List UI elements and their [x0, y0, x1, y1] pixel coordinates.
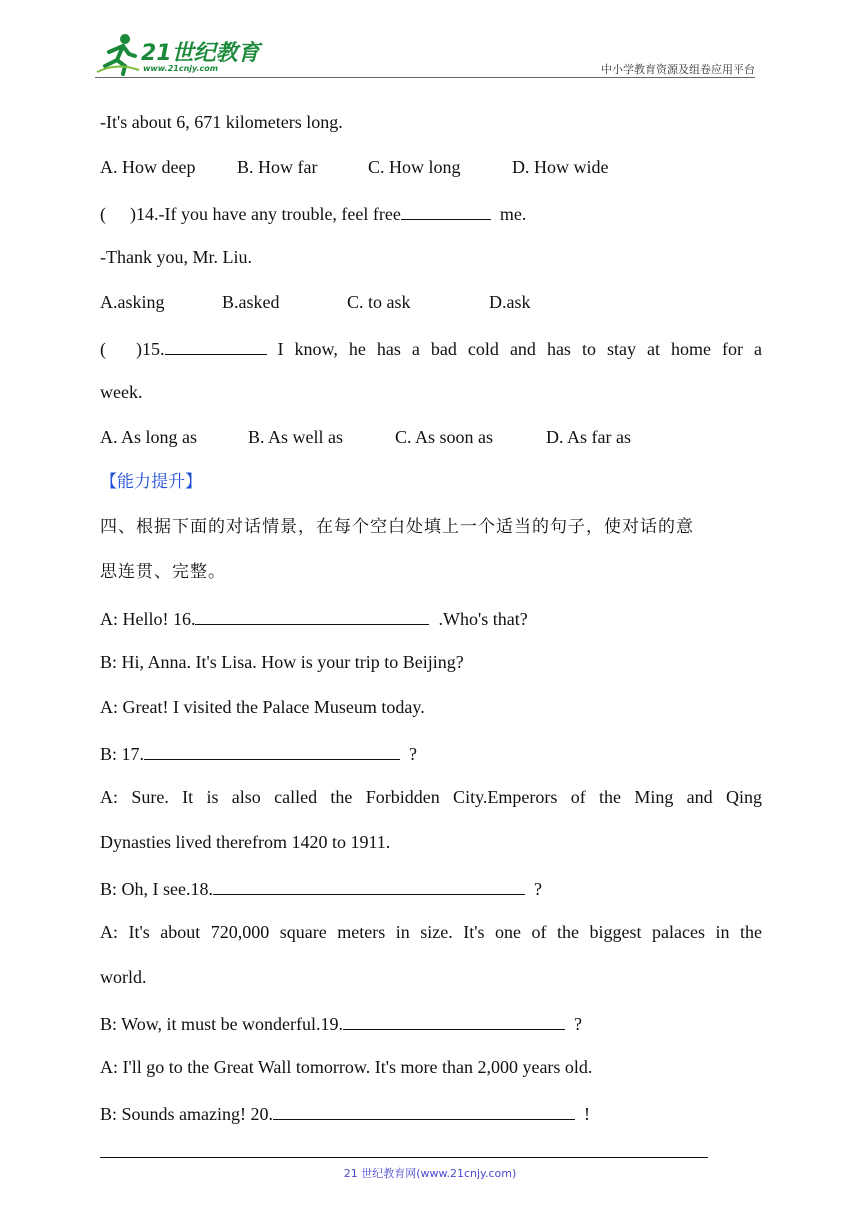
q15-stem	[100, 336, 762, 360]
q13-option-a[interactable]: A. How deep	[100, 157, 196, 177]
q13-option-d[interactable]: D. How wide	[512, 157, 609, 177]
header-platform-text: 中小学教育资源及组卷应用平台	[601, 63, 755, 76]
q15-option-d[interactable]: D. As far as	[546, 427, 631, 447]
blank-18[interactable]	[213, 876, 525, 895]
dialogue-line-20	[100, 1101, 590, 1125]
dialogue-19-prefix: B: Wow, it must be wonderful.19.	[100, 1014, 344, 1034]
dialogue-line-19	[100, 1011, 582, 1035]
blank-17[interactable]	[144, 741, 400, 760]
q15-continuation: week.	[100, 382, 143, 402]
q15-after-blank: I know, he has a bad cold and has to stay at home for a	[277, 339, 763, 359]
dialogue-line-a1: A: Great! I visited the Palace Museum today.	[100, 697, 425, 717]
q15-bracket-open: (	[100, 339, 106, 359]
q14-stem	[100, 201, 526, 225]
dialogue-17-suffix: ?	[409, 744, 418, 764]
dialogue-line-a2-1: A: Sure. It is also called the Forbidden City.Emperors of the Ming and Qing	[100, 787, 762, 807]
q15-blank[interactable]	[165, 336, 267, 355]
footer-link[interactable]: 21 世纪教育网(www.21cnjy.com)	[343, 1167, 517, 1180]
dialogue-16-suffix: .Who's that?	[438, 609, 528, 629]
section-instruction-line2: 思连贯、完整。	[100, 562, 226, 582]
q14-question: )14.-If you have any trouble, feel free	[130, 204, 401, 224]
q14-option-b[interactable]: B.asked	[222, 292, 280, 312]
dialogue-17-prefix: B: 17.	[100, 744, 145, 764]
q15-option-c[interactable]: C. As soon as	[395, 427, 494, 447]
dialogue-line-a4: A: I'll go to the Great Wall tomorrow. It's more than 2,000 years old.	[100, 1057, 593, 1077]
runner-logo-icon	[95, 32, 141, 76]
dialogue-18-prefix: B: Oh, I see.18.	[100, 879, 213, 899]
section-instruction-line1: 四、根据下面的对话情景，在每个空白处填上一个适当的句子，使对话的意	[100, 517, 694, 537]
header-divider	[95, 77, 755, 78]
q14-reply: -Thank you, Mr. Liu.	[100, 247, 252, 267]
page-header	[95, 32, 755, 80]
q14-after-blank: me.	[499, 204, 527, 224]
blank-20[interactable]	[273, 1101, 575, 1120]
dialogue-18-suffix: ?	[533, 879, 542, 899]
logo-url: www.21cnjy.com	[143, 64, 219, 73]
footer-divider	[100, 1157, 708, 1158]
blank-16[interactable]	[195, 606, 429, 625]
section-title: 【能力提升】	[100, 472, 202, 492]
dialogue-16-prefix: A: Hello! 16.	[100, 609, 196, 629]
dialogue-line-17	[100, 741, 417, 765]
dialogue-line-a3-2: world.	[100, 967, 147, 987]
dialogue-19-suffix: ?	[574, 1014, 583, 1034]
dialogue-20-suffix: !	[584, 1104, 590, 1124]
q15-option-a[interactable]: A. As long as	[100, 427, 198, 447]
dialogue-line-18	[100, 876, 542, 900]
dialogue-line-b1: B: Hi, Anna. It's Lisa. How is your trip to Beijing?	[100, 652, 464, 672]
q14-option-a[interactable]: A.asking	[100, 292, 165, 312]
logo-text: 21世纪教育	[141, 41, 260, 66]
q14-option-c[interactable]: C. to ask	[347, 292, 411, 312]
dialogue-line-16	[100, 606, 528, 630]
dialogue-line-a2-2: Dynasties lived therefrom 1420 to 1911.	[100, 832, 391, 852]
q13-answer: -It's about 6, 671 kilometers long.	[100, 112, 343, 132]
dialogue-line-a3-1: A: It's about 720,000 square meters in size. It's one of the biggest palaces in the	[100, 922, 762, 942]
q14-option-d[interactable]: D.ask	[489, 292, 531, 312]
q14-blank[interactable]	[401, 201, 491, 220]
q15-question: )15.	[136, 339, 165, 359]
blank-19[interactable]	[343, 1011, 565, 1030]
q13-option-c[interactable]: C. How long	[368, 157, 461, 177]
q15-option-b[interactable]: B. As well as	[248, 427, 344, 447]
q14-bracket-open: (	[100, 204, 106, 224]
dialogue-20-prefix: B: Sounds amazing! 20.	[100, 1104, 273, 1124]
q13-option-b[interactable]: B. How far	[237, 157, 318, 177]
site-logo[interactable]	[95, 32, 265, 76]
